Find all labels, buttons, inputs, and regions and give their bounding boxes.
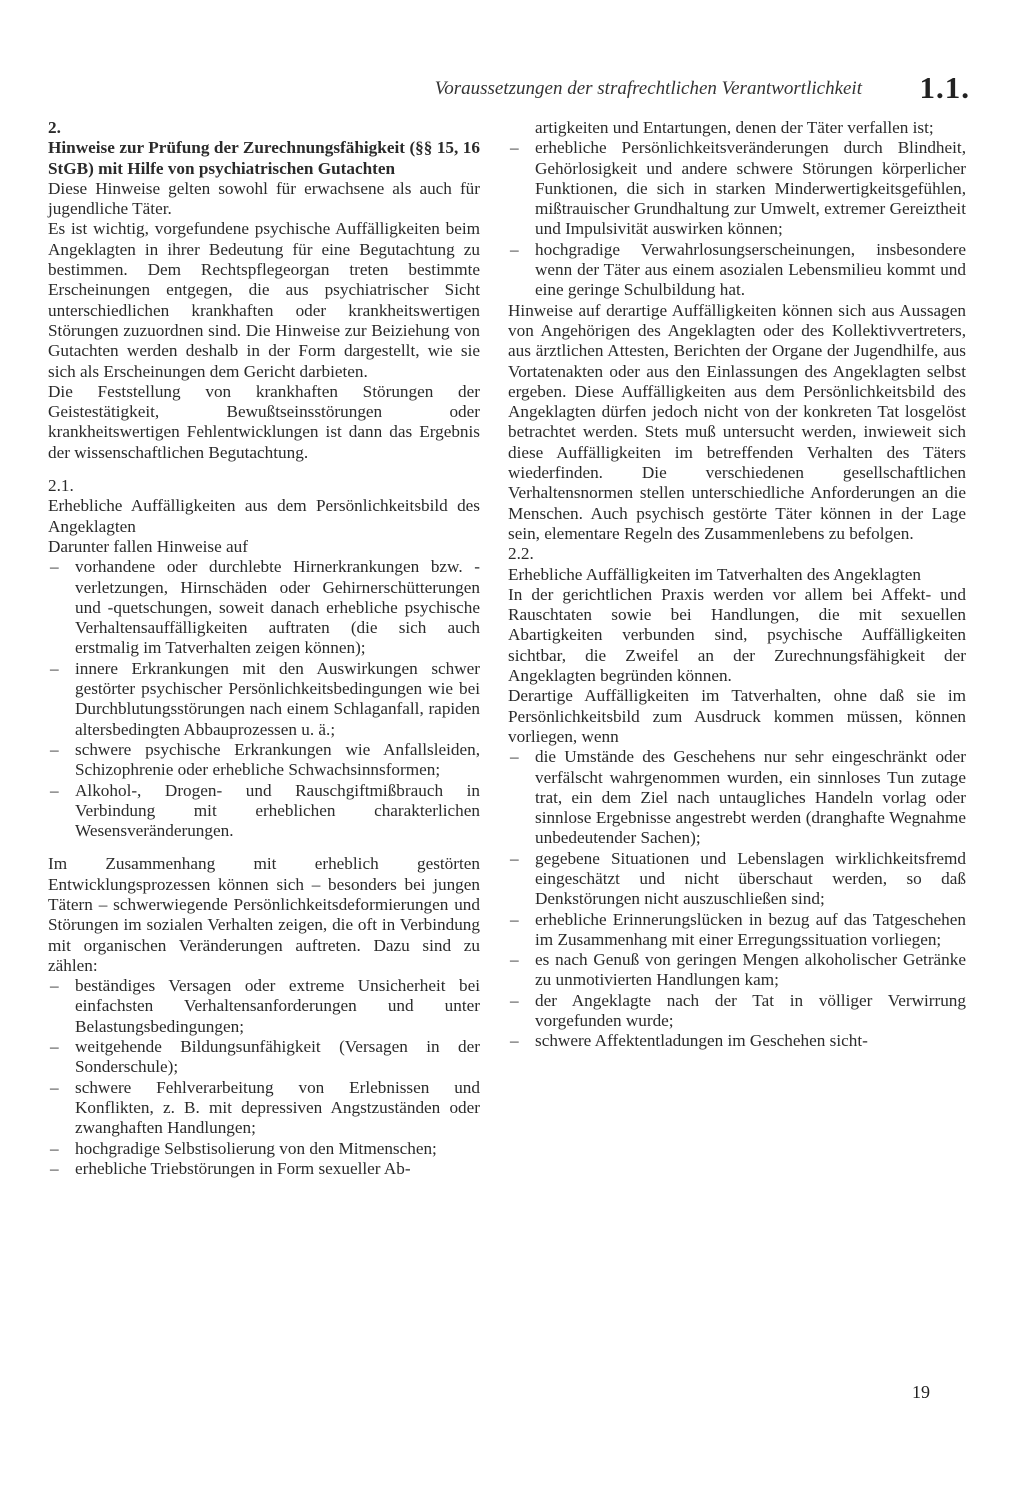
page-number: 19 <box>912 1382 930 1402</box>
list-personality-changes <box>508 138 966 300</box>
section-2-number: 2. <box>48 118 61 137</box>
list-item: – hochgradige Selbstisolierung von den Mitmenschen; <box>48 1139 480 1159</box>
running-title: Voraussetzungen der strafrechtlichen Verantwortlichkeit <box>434 78 862 99</box>
list-brain-conditions <box>48 557 480 841</box>
list-item: – schwere Affektentladungen im Geschehen sicht- <box>508 1031 966 1051</box>
paragraph: In der gerichtlichen Praxis werden vor allem bei Affekt- und Rauschtaten sowie bei Handlungen, die mit sexuellen Abartigkeiten verbunden sind, psychische Auffälligkeiten sichtbar, die Zweifel an der Zurechnungsfähigkeit der Angeklagten begründen können. <box>508 584 966 686</box>
section-2-1-number: 2.1. <box>48 476 74 496</box>
list-item: – schwere psychische Erkrankungen wie Anfallsleiden, Schizophrenie oder erhebliche Schwachsinnsformen; <box>48 740 480 781</box>
list-item: – erhebliche Triebstörungen in Form sexueller Ab- <box>48 1159 480 1179</box>
list-development-disorders <box>48 976 480 1179</box>
list-item-continuation: artigkeiten und Entartungen, denen der Täter verfallen ist; <box>535 118 934 137</box>
paragraph: Derartige Auffälligkeiten im Tatverhalten, ohne daß sie im Persönlichkeitsbild zum Ausdruck kommen müssen, können vorliegen, wenn <box>508 686 966 746</box>
list-item: – erhebliche Persönlichkeitsveränderungen durch Blindheit, Gehörlosigkeit und andere schwere Störungen körperlicher Funktionen, die sich in starken Minderwertigkeitsgefühlen, mißtrauischer Grundhaltung zur Umwelt, extremer Gereiztheit und Impulsivität auswirken können; <box>508 138 966 239</box>
paragraph: Es ist wichtig, vorgefundene psychische Auffälligkeiten beim Angeklagten in ihrer Bedeutung für eine Begutachtung zu bestimmen. Dem Rechtspflegeorgan treten bestimmte Erscheinungen entgegen, die aus psychiatrischer Sicht unterschiedlichen krankhaften oder krankheitswertigen Störungen zuzuordnen sind. Die Hinweise zur Beiziehung von Gutachten werden deshalb in der Form dargestellt, wie sie sich als Erscheinungen dem Gericht darbieten. <box>48 219 480 381</box>
list-item: – es nach Genuß von geringen Mengen alkoholischer Getränke zu unmotivierten Handlungen kam; <box>508 950 966 991</box>
list-item: – der Angeklagte nach der Tat in völliger Verwirrung vorgefunden wurde; <box>508 991 966 1032</box>
list-item: – erhebliche Erinnerungslücken in bezug auf das Tatgeschehen im Zusammenhang mit einer Erregungssituation vorliegen; <box>508 910 966 951</box>
list-item: – schwere Fehlverarbeitung von Erlebnissen und Konflikten, z. B. mit depressiven Angstzuständen oder zwanghaften Handlungen; <box>48 1078 480 1139</box>
paragraph: Diese Hinweise gelten sowohl für erwachsene als auch für jugendliche Täter. <box>48 178 480 219</box>
right-column <box>508 118 966 1052</box>
list-intro: Darunter fallen Hinweise auf <box>48 536 248 556</box>
paragraph: Die Feststellung von krankhaften Störungen der Geistestätigkeit, Bewußtseinsstörungen oder krankheitswertigen Fehlentwicklungen ist dann das Ergebnis der wissenschaftlichen Begutachtung. <box>48 381 480 462</box>
paragraph: Hinweise auf derartige Auffälligkeiten können sich aus Aussagen von Angehörigen des Angeklagten oder des Kollektivvertreters, aus ärztlichen Attesten, Berichten der Organe der Jugendhilfe, aus Vortatenakten oder aus den Einlassungen des Angeklagten selbst ergeben. Diese Auffälligkeiten aus dem Persönlichkeitsbild des Angeklagten dürfen jedoch nicht von der konkreten Tat losgelöst betrachtet werden. Stets muß untersucht werden, inwieweit sich diese Auffälligkeiten im betreffenden Verhalten des Täters wiederfinden. Die verschiedenen gesellschaftlichen Verhaltensnormen stellen unterschiedliche Anforderungen an die Menschen. Auch psychisch gestörte Täter können in der Lage sein, elementare Regeln des Zusammenlebens zu befolgen. <box>508 300 966 543</box>
section-2-2-number: 2.2. <box>508 544 534 564</box>
paragraph: Im Zusammenhang mit erheblich gestörten Entwicklungsprozessen können sich – besonders bei jungen Tätern – schwerwiegende Persönlichkeitsdeformierungen und Störungen im sozialen Verhalten zeigen, die oft in Verbindung mit organischen Veränderungen auftreten. Dazu sind zu zählen: <box>48 854 480 975</box>
list-behaviour-indicators <box>508 747 966 1051</box>
list-item: – gegebene Situationen und Lebenslagen wirklichkeitsfremd eingeschätzt und nicht überschaut werden, so daß Denkstörungen nicht auszuschließen sind; <box>508 849 966 910</box>
list-item: – Alkohol-, Drogen- und Rauschgiftmißbrauch in Verbindung mit erheblichen charakterlichen Wesensveränderungen. <box>48 781 480 842</box>
running-header <box>380 70 970 110</box>
left-column <box>48 118 480 1179</box>
section-number: 1.1. <box>919 70 970 105</box>
section-2-heading: Hinweise zur Prüfung der Zurechnungsfähigkeit (§§ 15, 16 StGB) mit Hilfe von psychiatrischen Gutachten <box>48 138 480 178</box>
section-2-2-heading: Erhebliche Auffälligkeiten im Tatverhalten des Angeklagten <box>508 564 921 584</box>
list-item: – innere Erkrankungen mit den Auswirkungen schwer gestörter psychischer Persönlichkeitsbedingungen wie bei Durchblutungsstörungen nach einem Schlaganfall, rapiden altersbedingten Abbauprozessen u. ä.; <box>48 659 480 740</box>
section-2-1-heading: Erhebliche Auffälligkeiten aus dem Persönlichkeitsbild des Angeklagten <box>48 496 480 536</box>
list-item: – beständiges Versagen oder extreme Unsicherheit bei einfachsten Verhaltensanforderungen und unter Belastungsbedingungen; <box>48 976 480 1037</box>
list-item: – hochgradige Verwahrlosungserscheinungen, insbesondere wenn der Täter aus einem asozialen Lebensmilieu kommt und eine geringe Schulbildung hat. <box>508 240 966 301</box>
list-item: – weitgehende Bildungsunfähigkeit (Versagen in der Sonderschule); <box>48 1037 480 1078</box>
list-item: – die Umstände des Geschehens nur sehr eingeschränkt oder verfälscht wahrgenommen wurden, ein sinnloses Tun zutage trat, ein dem Ziel nach untaugliches Handeln vorlag oder sinnlose Ergebnisse angestrebt werden (dranghafte Wegnahme unbedeutender Sachen); <box>508 747 966 848</box>
list-item: – vorhandene oder durchlebte Hirnerkrankungen bzw. -verletzungen, Hirnschäden oder Gehirnerschütterungen und -quetschungen, soweit danach erhebliche psychische Verhaltensauffälligkeiten auftraten (die sich auch erstmalig im Tatverhalten zeigen können); <box>48 557 480 658</box>
